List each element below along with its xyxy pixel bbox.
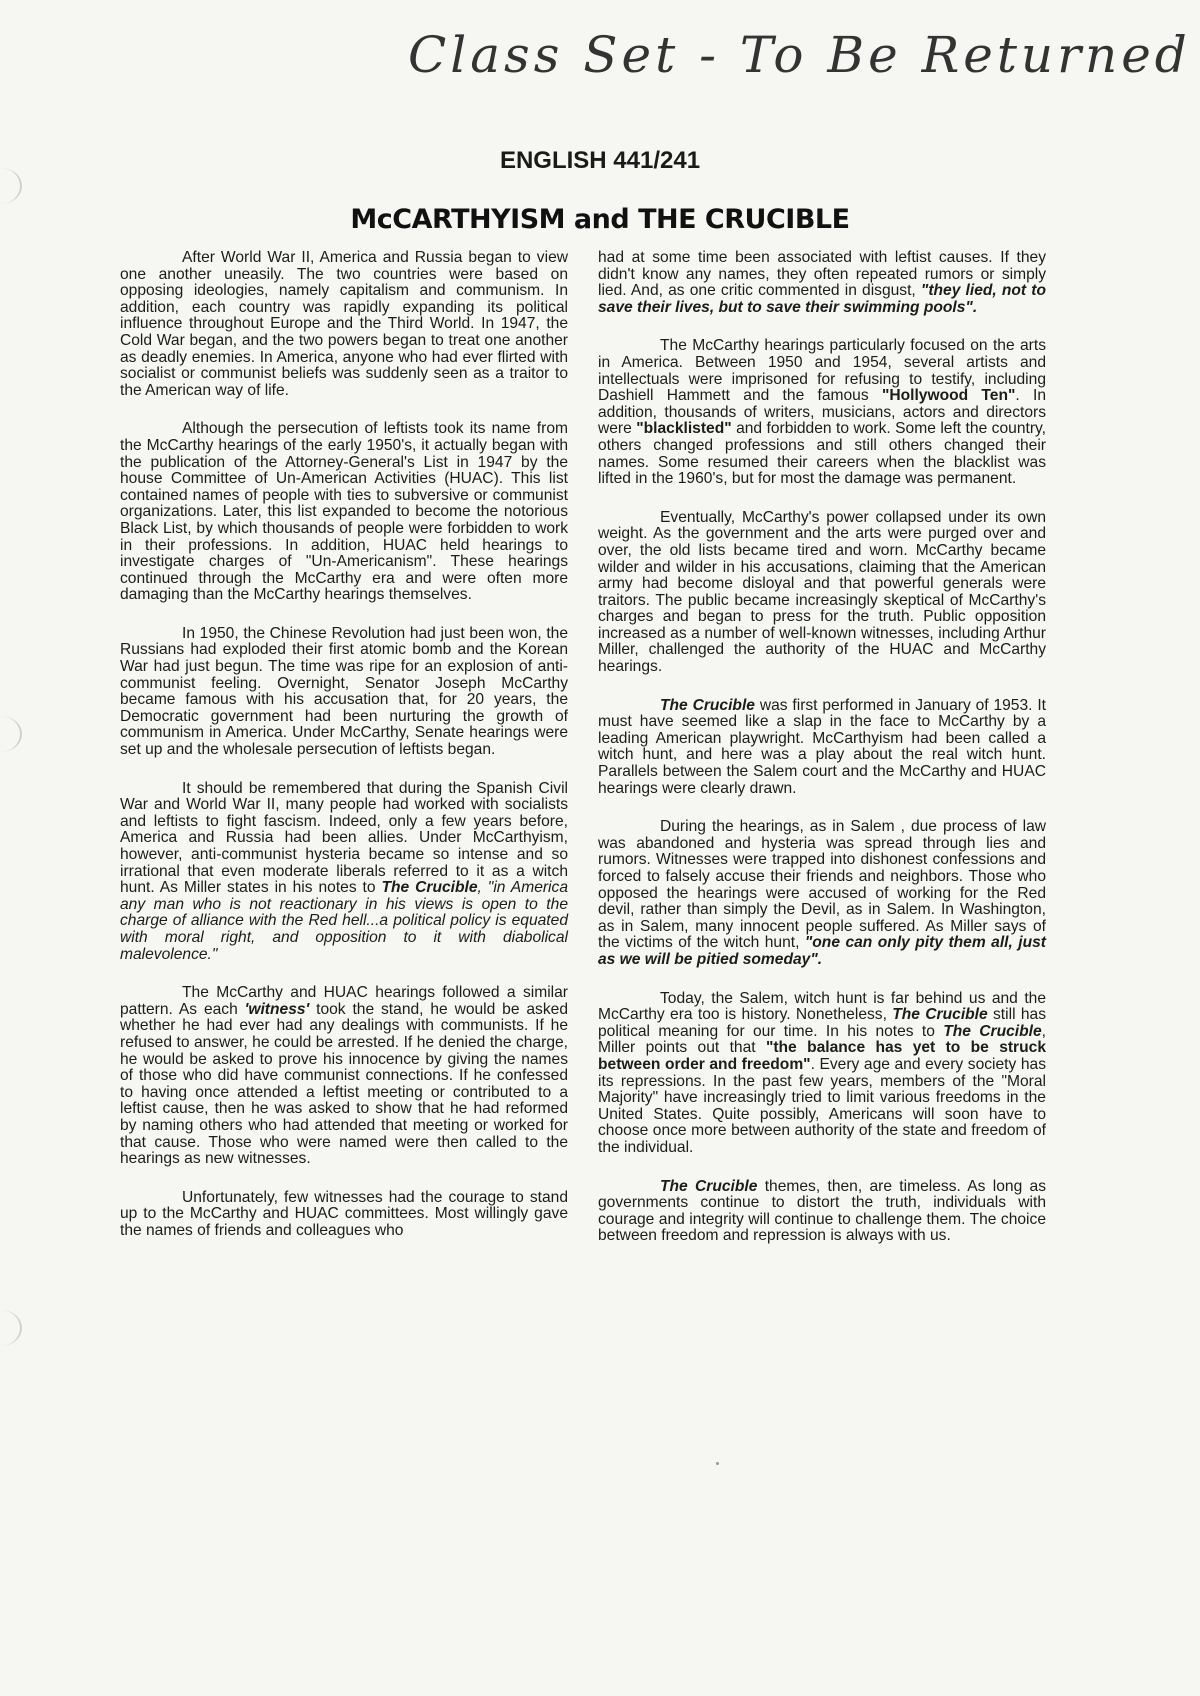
paragraph xyxy=(598,991,1046,1157)
work-title: The Crucible xyxy=(943,1022,1042,1040)
work-title: The Crucible xyxy=(660,1177,758,1195)
paragraph-text: The McCarthy and HUAC hearings followed a similar pattern. As each xyxy=(120,984,568,1018)
handwritten-note-text: Class Set - To Be Returned xyxy=(408,26,1191,84)
paragraph: In 1950, the Chinese Revolution had just been won, the Russians had exploded their first atomic bomb and the Korean War had just begun. The time was ripe for an explosion of anti-communist feeling. Overnight, Senator Joseph McCarthy became famous with his accusation that, for 20 years, the Democratic government had been nurturing the growth of communism in America. Under McCarthy, Senate hearings were set up and the wholesale persecution of leftists began. xyxy=(120,624,568,759)
work-title: The Crucible xyxy=(660,696,755,714)
paragraph-text: During the hearings, as in Salem , due process of law was abandoned and hysteria was spread through lies and rumors. Witnesses were trapped into dishonest confessions and forced to falsely accuse their friends and neighbors. Those who opposed the hearings were accused of working for the Red devil, rather than simply the Devil, as in Salem. In Washington, as in Salem, many innocent people suffered. As Miller says of the victims of the witch hunt, xyxy=(598,818,1046,952)
paragraph xyxy=(598,698,1046,798)
hole-punch-mark xyxy=(0,716,22,752)
quote: "the balance has yet to be struck between order and freedom" xyxy=(598,1039,1046,1073)
paragraph: Eventually, McCarthy's power collapsed under its own weight. As the government and the arts were purged over and over, the old lists became tired and worn. McCarthy became wilder and wilder in his accusations, claiming that the American army had become disloyal and that powerful generals were traitors. The public became increasingly skeptical of McCarthy's charges and began to press for the truth. Public opposition increased as a number of well-known witnesses, including Arthur Miller, challenged the authority of the HUAC and McCarthy hearings. xyxy=(598,508,1046,676)
emphasis: "blacklisted" xyxy=(636,420,732,438)
paragraph-text: had at some time been associated with leftist causes. If they didn't know any names, they often repeated rumors or simply lied. And, as one critic commented in disgust, xyxy=(598,249,1046,300)
paragraph-text: and forbidden to work. Some left the country, others changed professions and still others changed their names. Some resumed their careers when the blacklist was lifted in the 1960's, but for most the damage was permanent. xyxy=(598,420,1046,488)
paragraph: Unfortunately, few witnesses had the courage to stand up to the McCarthy and HUAC committees. Most willingly gave the names of friends and colleagues who xyxy=(120,1188,568,1239)
right-column xyxy=(598,250,1046,1267)
paragraph-text: themes, then, are timeless. As long as governments continue to distort the truth, individuals with courage and integrity will continue to challenge them. The choice between freedom and repression is always with us. xyxy=(598,1177,1047,1245)
handwritten-note xyxy=(408,20,1191,92)
paragraph-text: , Miller points out that xyxy=(598,1022,1047,1057)
paragraph: After World War II, America and Russia began to view one another uneasily. The two countries were based on opposing ideologies, namely capitalism and communism. In addition, each country was rapidly expanding its political influence throughout Europe and the Third World. In 1947, the Cold War began, and the two powers began to treat one another as deadly enemies. In America, anyone who had ever flirted with socialist or communist beliefs was suddenly seen as a traitor to the American way of life. xyxy=(120,249,568,399)
paragraph xyxy=(598,338,1046,487)
paragraph-text: still has political meaning for our time. In his notes to xyxy=(598,1006,1046,1040)
page-title: McCARTHYISM and THE CRUCIBLE xyxy=(350,204,850,235)
work-title: The Crucible xyxy=(892,1006,988,1024)
left-column xyxy=(120,250,568,1261)
paragraph xyxy=(120,985,568,1168)
paragraph-text: Today, the Salem, witch hunt is far behind us and the McCarthy era too is history. Nonetheless, xyxy=(598,989,1046,1024)
paragraph xyxy=(598,819,1046,968)
quote: , "in America any man who is not reactionary in his views is open to the charge of alliance with the Red hell...a political policy is equated with moral right, and opposition to it with diabolical malevolence." xyxy=(120,879,568,963)
emphasis: "Hollywood Ten" xyxy=(881,387,1016,405)
paragraph: Although the persecution of leftists took its name from the McCarthy hearings of the early 1950's, it actually began with the publication of the Attorney-General's List in 1947 by the house Committee of Un-American Activities (HUAC). This list contained names of people with ties to subversive or communist organizations. Later, this list expanded to become the notorious Black List, by which thousands of people were forbidden to work in their professions. In addition, HUAC held hearings to investigate charges of "Un-Americanism". These hearings continued through the McCarthy era and were often more damaging than the McCarthy hearings themselves. xyxy=(120,420,568,604)
paragraph-text: was first performed in January of 1953. It must have seemed like a slap in the face to McCarthy by a leading American playwright. McCarthyism had been called a witch hunt, and here was a play about the real witch hunt. Parallels between the Salem court and the McCarthy and HUAC hearings were clearly drawn. xyxy=(598,696,1046,797)
course-heading: ENGLISH 441/241 xyxy=(499,147,701,174)
paragraph-text: It should be remembered that during the Spanish Civil War and World War II, many people had worked with socialists and leftists to fight fascism. Indeed, only a few years before, America and Russia had been allies. Under McCarthyism, however, anti-communist hysteria became so intense and so irrational that even moderate liberals referred to it as a witch hunt. As Miller states in his notes to xyxy=(120,779,568,897)
paragraph-text: . Every age and every society has its repressions. In the past few years, members of the "Moral Majority" have increasingly tried to limit various freedoms in the United States. Quite possibly, Americans will soon have to choose once more between authority of the state and freedom of the individual. xyxy=(598,1055,1047,1156)
hole-punch-mark xyxy=(0,1310,22,1346)
paragraph xyxy=(598,250,1046,316)
quote: "they lied, not to save their lives, but to save their swimming pools". xyxy=(598,282,1046,316)
quote: "one can only pity them all, just as we will be pitied someday". xyxy=(598,934,1046,968)
speck xyxy=(716,1462,719,1465)
paragraph-text: The McCarthy hearings particularly focused on the arts in America. Between 1950 and 1954, several artists and intellectuals were imprisoned for refusing to testify, including Dashiell Hammett and the famous xyxy=(598,337,1046,405)
paragraph-text: took the stand, he would be asked whether he had ever had any dealings with communists. If he refused to answer, he could be arrested. If he denied the charge, he would be asked to prove his innocence by giving the names of those who did have communist connections. If he confessed to having once attended a leftist meeting or contributed to a leftist cause, then he was asked to show that he had reformed by naming others who had attended that meeting or worked for that cause. Those who were named were then called to the hearings as new witnesses. xyxy=(120,1000,568,1168)
paragraph xyxy=(120,781,568,964)
paragraph xyxy=(598,1179,1046,1245)
emphasis: 'witness' xyxy=(244,1000,310,1018)
paragraph-text: . In addition, thousands of writers, musicians, actors and directors were xyxy=(598,387,1047,438)
work-title: The Crucible xyxy=(381,879,478,897)
